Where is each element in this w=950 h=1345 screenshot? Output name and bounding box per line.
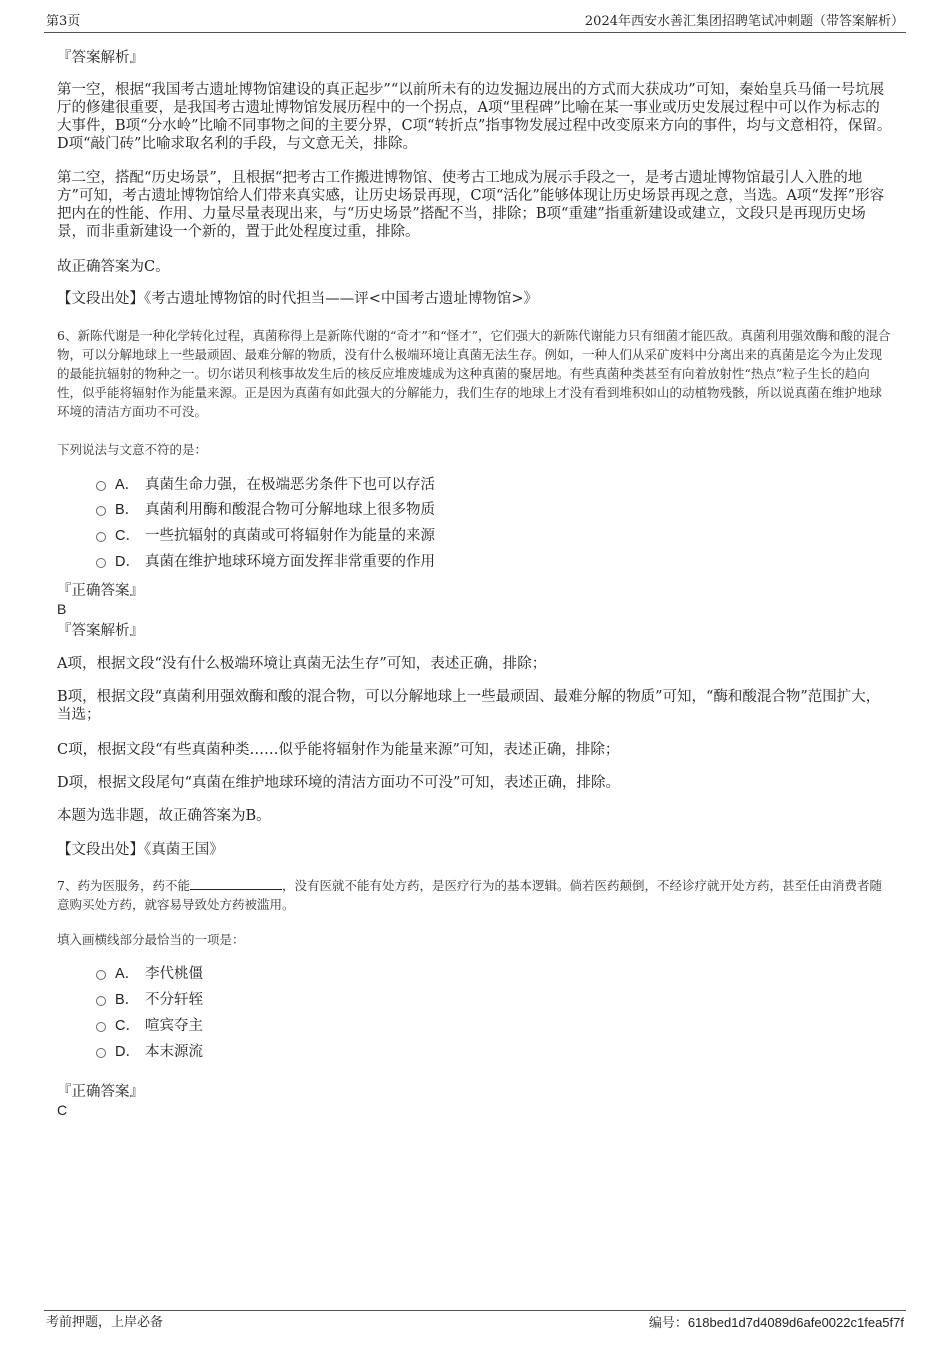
q6-analysis-c: C项，根据文段“有些真菌种类……似乎能将辐射作为能量来源”可知，表述正确，排除；: [57, 742, 620, 758]
q6-option-b[interactable]: B． 真菌利用酶和酸混合物可分解地球上很多物质: [96, 498, 435, 522]
q6-option-d[interactable]: D． 真菌在维护地球环境方面发挥非常重要的作用: [96, 550, 435, 574]
radio-icon[interactable]: [96, 558, 106, 568]
q7-prompt: 填入画横线部分最恰当的一项是：: [57, 932, 245, 947]
radio-icon[interactable]: [96, 481, 106, 491]
q6-analysis-heading: 『答案解析』: [57, 623, 144, 639]
q5-source: 【文段出处】《考古遗址博物馆的时代担当——评<中国考古遗址博物馆>》: [57, 291, 539, 307]
q5-analysis-heading: 『答案解析』: [57, 50, 144, 66]
q7-answer: C: [57, 1102, 68, 1118]
radio-icon[interactable]: [96, 996, 106, 1006]
q6-answer-heading: 『正确答案』: [57, 583, 144, 599]
q7-option-a[interactable]: A． 李代桃僵: [96, 962, 203, 986]
document-code: 编号：618bed1d7d4089d6afe0022c1fea5f7f: [648, 1315, 904, 1330]
q6-answer: B: [57, 601, 67, 617]
footer-slogan: 考前押题，上岸必备: [46, 1315, 164, 1330]
q6-prompt: 下列说法与文意不符的是：: [57, 442, 208, 457]
radio-icon[interactable]: [96, 1048, 106, 1058]
q7-option-c[interactable]: C． 喧宾夺主: [96, 1014, 203, 1038]
q6-source: 【文段出处】《真菌王国》: [57, 842, 224, 858]
radio-icon[interactable]: [96, 1022, 106, 1032]
radio-icon[interactable]: [96, 506, 106, 516]
q6-stem: 6、新陈代谢是一种化学转化过程，真菌称得上是新陈代谢的“奇才”和“怪才”，它们强大的新陈代谢能力只有细菌才能匹敌。真菌利用强效酶和酸的混合物，可以分解地球上一些最顽固、最难分解的物质，没有什么极端环境让真菌无法生存。例如，一种人们从采矿废料中分离出来的真菌是迄今为止发现的最能抗辐射的物种之一。切尔诺贝利核事故发生后的核反应堆废墟成为这种真菌的聚居地。有些真菌种类甚至有向着放射性“热点”粒子生长的趋向性，似乎能将辐射作为能量来源。正是因为真菌有如此强大的分解能力，我们生存的地球上才没有看到堆积如山的动植物残骸，所以说真菌在维护地球环境的清洁方面功不可没。: [57, 328, 891, 419]
q5-analysis-paragraph-1: 第一空，根据“我国考古遗址博物馆建设的真正起步”“以前所未有的边发掘边展出的方式而大获成功”可知，秦始皇兵马俑一号坑展厅的修建很重要，是我国考古遗址博物馆发展历程中的一个拐点，A项“里程碑”比喻在某一事业或历史发展过程中可以作为标志的大事件，B项“分水岭”比喻不同事物之间的主要分界，C项“转折点”指事物发展过程中改变原来方向的事件，均与文意相符，保留。D项“敲门砖”比喻求取名利的手段，与文意无关，排除。: [57, 82, 892, 152]
answer-blank: [190, 877, 282, 890]
q6-option-a[interactable]: A． 真菌生命力强，在极端恶劣条件下也可以存活: [96, 473, 435, 497]
q6-conclusion: 本题为选非题，故正确答案为B。: [57, 808, 271, 824]
q6-analysis-d: D项，根据文段尾句“真菌在维护地球环境的清洁方面功不可没”可知，表述正确，排除。: [57, 775, 620, 791]
radio-icon[interactable]: [96, 532, 106, 542]
radio-icon[interactable]: [96, 970, 106, 980]
q7-option-d[interactable]: D． 本末源流: [96, 1040, 203, 1064]
q7-answer-heading: 『正确答案』: [57, 1084, 144, 1100]
page-header: [44, 14, 906, 33]
q6-option-c[interactable]: C． 一些抗辐射的真菌或可将辐射作为能量的来源: [96, 524, 435, 548]
document-title: 2024年西安水善汇集团招聘笔试冲刺题（带答案解析）: [584, 14, 904, 29]
page-footer: [44, 1310, 906, 1331]
q7-stem: 7、药为医服务，药不能 ，没有医就不能有处方药，是医疗行为的基本逻辑。倘若医药颠倒，不经诊疗就开处方药，甚至任由消费者随意购买处方药，就容易导致处方药被滥用。: [57, 878, 882, 912]
page-number: 第3页: [46, 14, 81, 29]
q5-conclusion: 故正确答案为C。: [57, 259, 170, 275]
q6-analysis-b: B项，根据文段“真菌利用强效酶和酸的混合物，可以分解地球上一些最顽固、最难分解的物质”可知，“酶和酸混合物”范围扩大，当选；: [57, 689, 881, 723]
q6-analysis-a: A项，根据文段“没有什么极端环境让真菌无法生存”可知，表述正确，排除；: [57, 656, 547, 672]
q7-option-b[interactable]: B． 不分轩轾: [96, 988, 203, 1012]
q5-analysis-paragraph-2: 第二空，搭配“历史场景”，且根据“把考古工作搬进博物馆、使考古工地成为展示手段之一，是考古遗址博物馆最引人入胜的地方”可知，考古遗址博物馆给人们带来真实感，让历史场景再现，C项“活化”能够体现让历史场景再现之意，当选。A项“发挥”形容把内在的性能、作用、力量尽量表现出来，与“历史场景”搭配不当，排除；B项“重建”指重新建设或建立，文段只是再现历史场景，而非重新建设一个新的，置于此处程度过重，排除。: [57, 170, 885, 240]
